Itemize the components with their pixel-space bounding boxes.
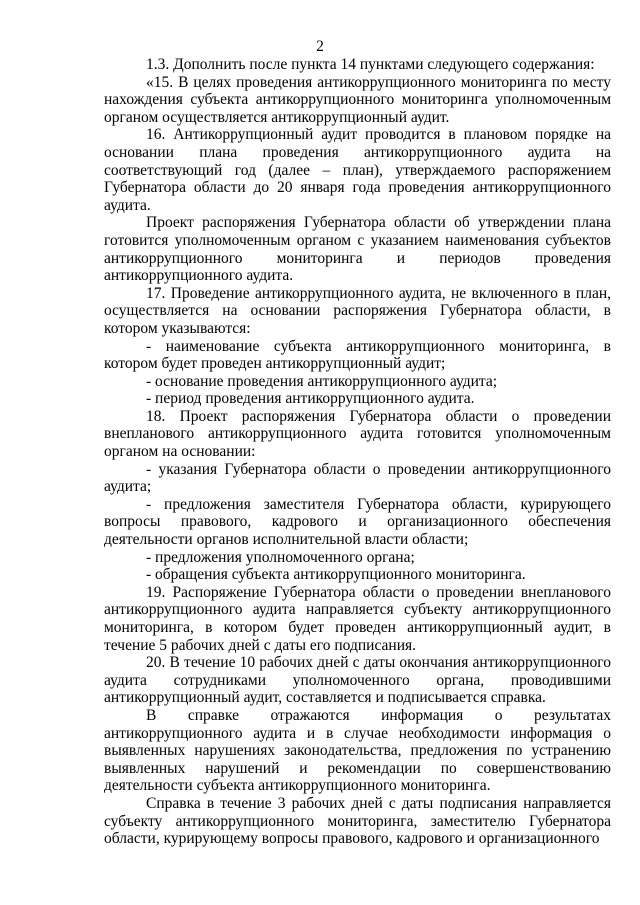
paragraph-17: 17. Проведение антикоррупционного аудита, не включенного в план, осуществляется на основании распоряжения Губернатора области, в котором указываются: bbox=[104, 284, 611, 337]
list-item-governor-instruction: - указания Губернатора области о проведении антикоррупционного аудита; bbox=[104, 460, 611, 496]
paragraph-report-delivery: Справка в течение 3 рабочих дней с даты подписания направляется субъекту антикоррупционного мониторинга, заместителю Губернатора области, курирующему вопросы правового, кадрового и организационного bbox=[104, 794, 611, 848]
paragraph-20: 20. В течение 10 рабочих дней с даты окончания антикоррупционного аудита сотрудниками уполномоченного органа, проводившими антикоррупционный аудит, составляется и подписывается справка. bbox=[104, 654, 611, 707]
list-item-subject-name: - наименование субъекта антикоррупционного мониторинга, в котором будет проведен антикоррупционный аудит; bbox=[104, 337, 611, 373]
paragraph-19: 19. Распоряжение Губернатора области о проведении внепланового антикоррупционного аудита направляется субъекту антикоррупционного мониторинга, в котором будет проведен антикоррупционный аудит, в течение 5 рабочих дней с даты его подписания. bbox=[104, 583, 611, 654]
list-item-authorized-body-proposal: - предложения уполномоченного органа; bbox=[146, 548, 415, 566]
document-body bbox=[104, 56, 611, 848]
list-item-deputy-proposal: - предложения заместителя Губернатора области, курирующего вопросы правового, кадрового и организационного обеспечения деятельности органов исполнительной власти области; bbox=[104, 495, 611, 549]
paragraph-16: 16. Антикоррупционный аудит проводится в плановом порядке на основании плана проведения антикоррупционного аудита на соответствующий год (далее – план), утверждаемого распоряжением Губернатора области до 20 января года проведения антикоррупционного аудита. bbox=[104, 126, 611, 214]
list-item-audit-period: - период проведения антикоррупционного аудита. bbox=[146, 390, 475, 408]
page-number: 2 bbox=[316, 38, 324, 55]
list-item-audit-basis: - основание проведения антикоррупционного аудита; bbox=[146, 372, 498, 390]
paragraph-18: 18. Проект распоряжения Губернатора области о проведении внепланового антикоррупционного аудита готовится уполномоченным органом на основании: bbox=[104, 407, 611, 461]
paragraph-15: «15. В целях проведения антикоррупционного мониторинга по месту нахождения субъекта антикоррупционного мониторинга уполномоченным органом осуществляется антикоррупционный аудит. bbox=[104, 73, 611, 126]
paragraph-plan-draft: Проект распоряжения Губернатора области об утверждении плана готовится уполномоченным органом с указанием наименования субъектов антикоррупционного мониторинга и периодов проведения антикоррупционного аудита. bbox=[104, 214, 611, 285]
paragraph-report-content: В справке отражаются информация о результатах антикоррупционного аудита и в случае необходимости информация о выявленных нарушениях законодательства, предложения по устранению выявленных нарушений и рекомендации по совершенствованию деятельности субъекта антикоррупционного мониторинга. bbox=[104, 706, 611, 795]
list-item-subject-appeal: - обращения субъекта антикоррупционного мониторинга. bbox=[146, 566, 526, 584]
paragraph-1-3: 1.3. Дополнить после пункта 14 пунктами следующего содержания: bbox=[146, 56, 595, 73]
